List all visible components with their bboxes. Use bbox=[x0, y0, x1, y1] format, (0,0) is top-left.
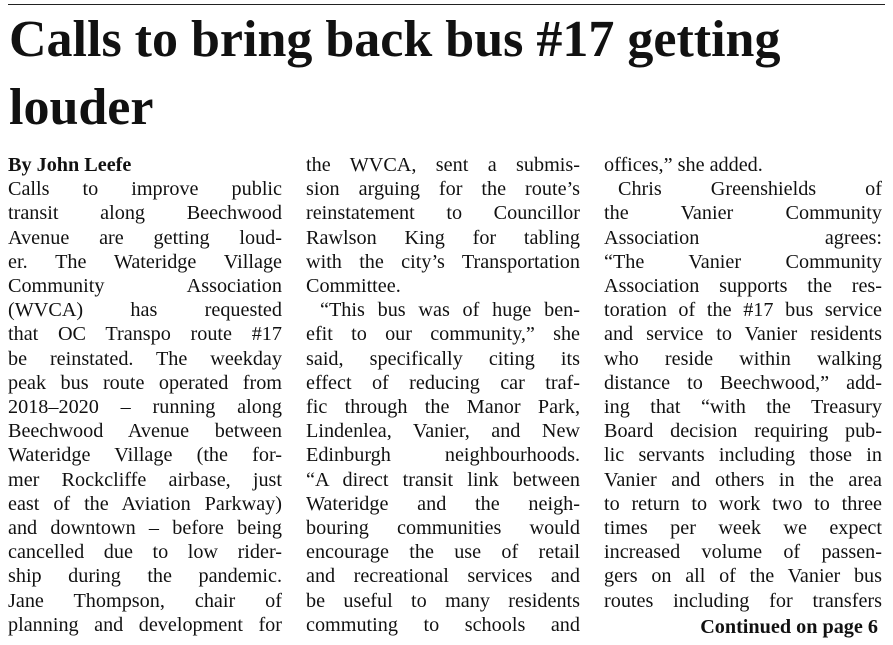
text-line: Edinburgh neighbourhoods. bbox=[306, 444, 580, 467]
text-line: Calls to improve public bbox=[8, 178, 282, 201]
text-line: Association agrees: bbox=[604, 226, 882, 249]
text-line: offices,” she added. bbox=[604, 154, 763, 176]
text-line: with the city’s Transportation bbox=[306, 250, 580, 273]
text-line: cancelled due to low rider- bbox=[8, 541, 282, 564]
text-line: Jane Thompson, chair of bbox=[8, 589, 282, 612]
text-line: Association supports the res- bbox=[604, 275, 882, 298]
text-line: Vanier and others in the area bbox=[604, 468, 882, 491]
text-line: distance to Beechwood,” add- bbox=[604, 371, 882, 394]
text-line: to return to work two to three bbox=[604, 492, 882, 515]
text-line: and downtown – before being bbox=[8, 517, 282, 540]
text-line: increased volume of passen- bbox=[604, 541, 882, 564]
text-line: said, specifically citing its bbox=[306, 347, 580, 370]
text-line: mer Rockcliffe airbase, just bbox=[8, 468, 282, 491]
text-line: fic through the Manor Park, bbox=[306, 396, 580, 419]
text-line: lic servants including those in bbox=[604, 444, 882, 467]
text-line: er. The Wateridge Village bbox=[8, 250, 282, 273]
text-line: the Vanier Community bbox=[604, 202, 882, 225]
text-line: “The Vanier Community bbox=[604, 250, 882, 273]
text-line: encourage the use of retail bbox=[306, 541, 580, 564]
text-line: routes including for transfers bbox=[604, 589, 882, 612]
byline: By John Leefe bbox=[8, 154, 132, 176]
text-line: ing that “with the Treasury bbox=[604, 396, 882, 419]
text-line: (WVCA) has requested bbox=[8, 299, 282, 322]
article-column-3 bbox=[604, 153, 882, 613]
text-line: that OC Transpo route #17 bbox=[8, 323, 282, 346]
text-line: “A direct transit link between bbox=[306, 468, 580, 491]
text-line: peak bus route operated from bbox=[8, 371, 282, 394]
text-line: efit to our community,” she bbox=[306, 323, 580, 346]
text-line: who reside within walking bbox=[604, 347, 882, 370]
text-line: Lindenlea, Vanier, and New bbox=[306, 420, 580, 443]
text-line: Rawlson King for tabling bbox=[306, 226, 580, 249]
text-line: Committee. bbox=[306, 275, 401, 298]
text-line: be useful to many residents bbox=[306, 589, 580, 612]
text-line: ship during the pandemic. bbox=[8, 565, 282, 588]
continued-notice[interactable]: Continued on page 6 bbox=[700, 616, 878, 638]
text-line: gers on all of the Vanier bus bbox=[604, 565, 882, 588]
text-line: sion arguing for the route’s bbox=[306, 178, 580, 201]
text-line: commuting to schools and bbox=[306, 613, 580, 636]
headline: Calls to bring back bus #17 getting louder bbox=[9, 11, 781, 136]
text-line: planning and development for bbox=[8, 613, 282, 636]
text-line: reinstatement to Councillor bbox=[306, 202, 580, 225]
text-line: and recreational services and bbox=[306, 565, 580, 588]
top-rule bbox=[8, 4, 885, 5]
text-line: 2018–2020 – running along bbox=[8, 396, 282, 419]
text-line: Board decision requiring pub- bbox=[604, 420, 882, 443]
text-line: Beechwood Avenue between bbox=[8, 420, 282, 443]
text-line: times per week we expect bbox=[604, 517, 882, 540]
text-line: effect of reducing car traf- bbox=[306, 371, 580, 394]
text-line: transit along Beechwood bbox=[8, 202, 282, 225]
text-line: east of the Aviation Parkway) bbox=[8, 492, 282, 515]
text-line: Chris Greenshields of bbox=[618, 178, 882, 201]
text-line: Wateridge and the neigh- bbox=[306, 492, 580, 515]
text-line: Wateridge Village (the for- bbox=[8, 444, 282, 467]
text-line: bouring communities would bbox=[306, 517, 580, 540]
text-line: the WVCA, sent a submis- bbox=[306, 154, 580, 176]
article-column-1 bbox=[8, 153, 282, 637]
text-line: “This bus was of huge ben- bbox=[320, 299, 580, 322]
text-line: Avenue are getting loud- bbox=[8, 226, 282, 249]
text-line: Community Association bbox=[8, 275, 282, 298]
article-column-2 bbox=[306, 153, 580, 637]
text-line: toration of the #17 bus service bbox=[604, 299, 882, 322]
text-line: be reinstated. The weekday bbox=[8, 347, 282, 370]
text-line: and service to Vanier residents bbox=[604, 323, 882, 346]
